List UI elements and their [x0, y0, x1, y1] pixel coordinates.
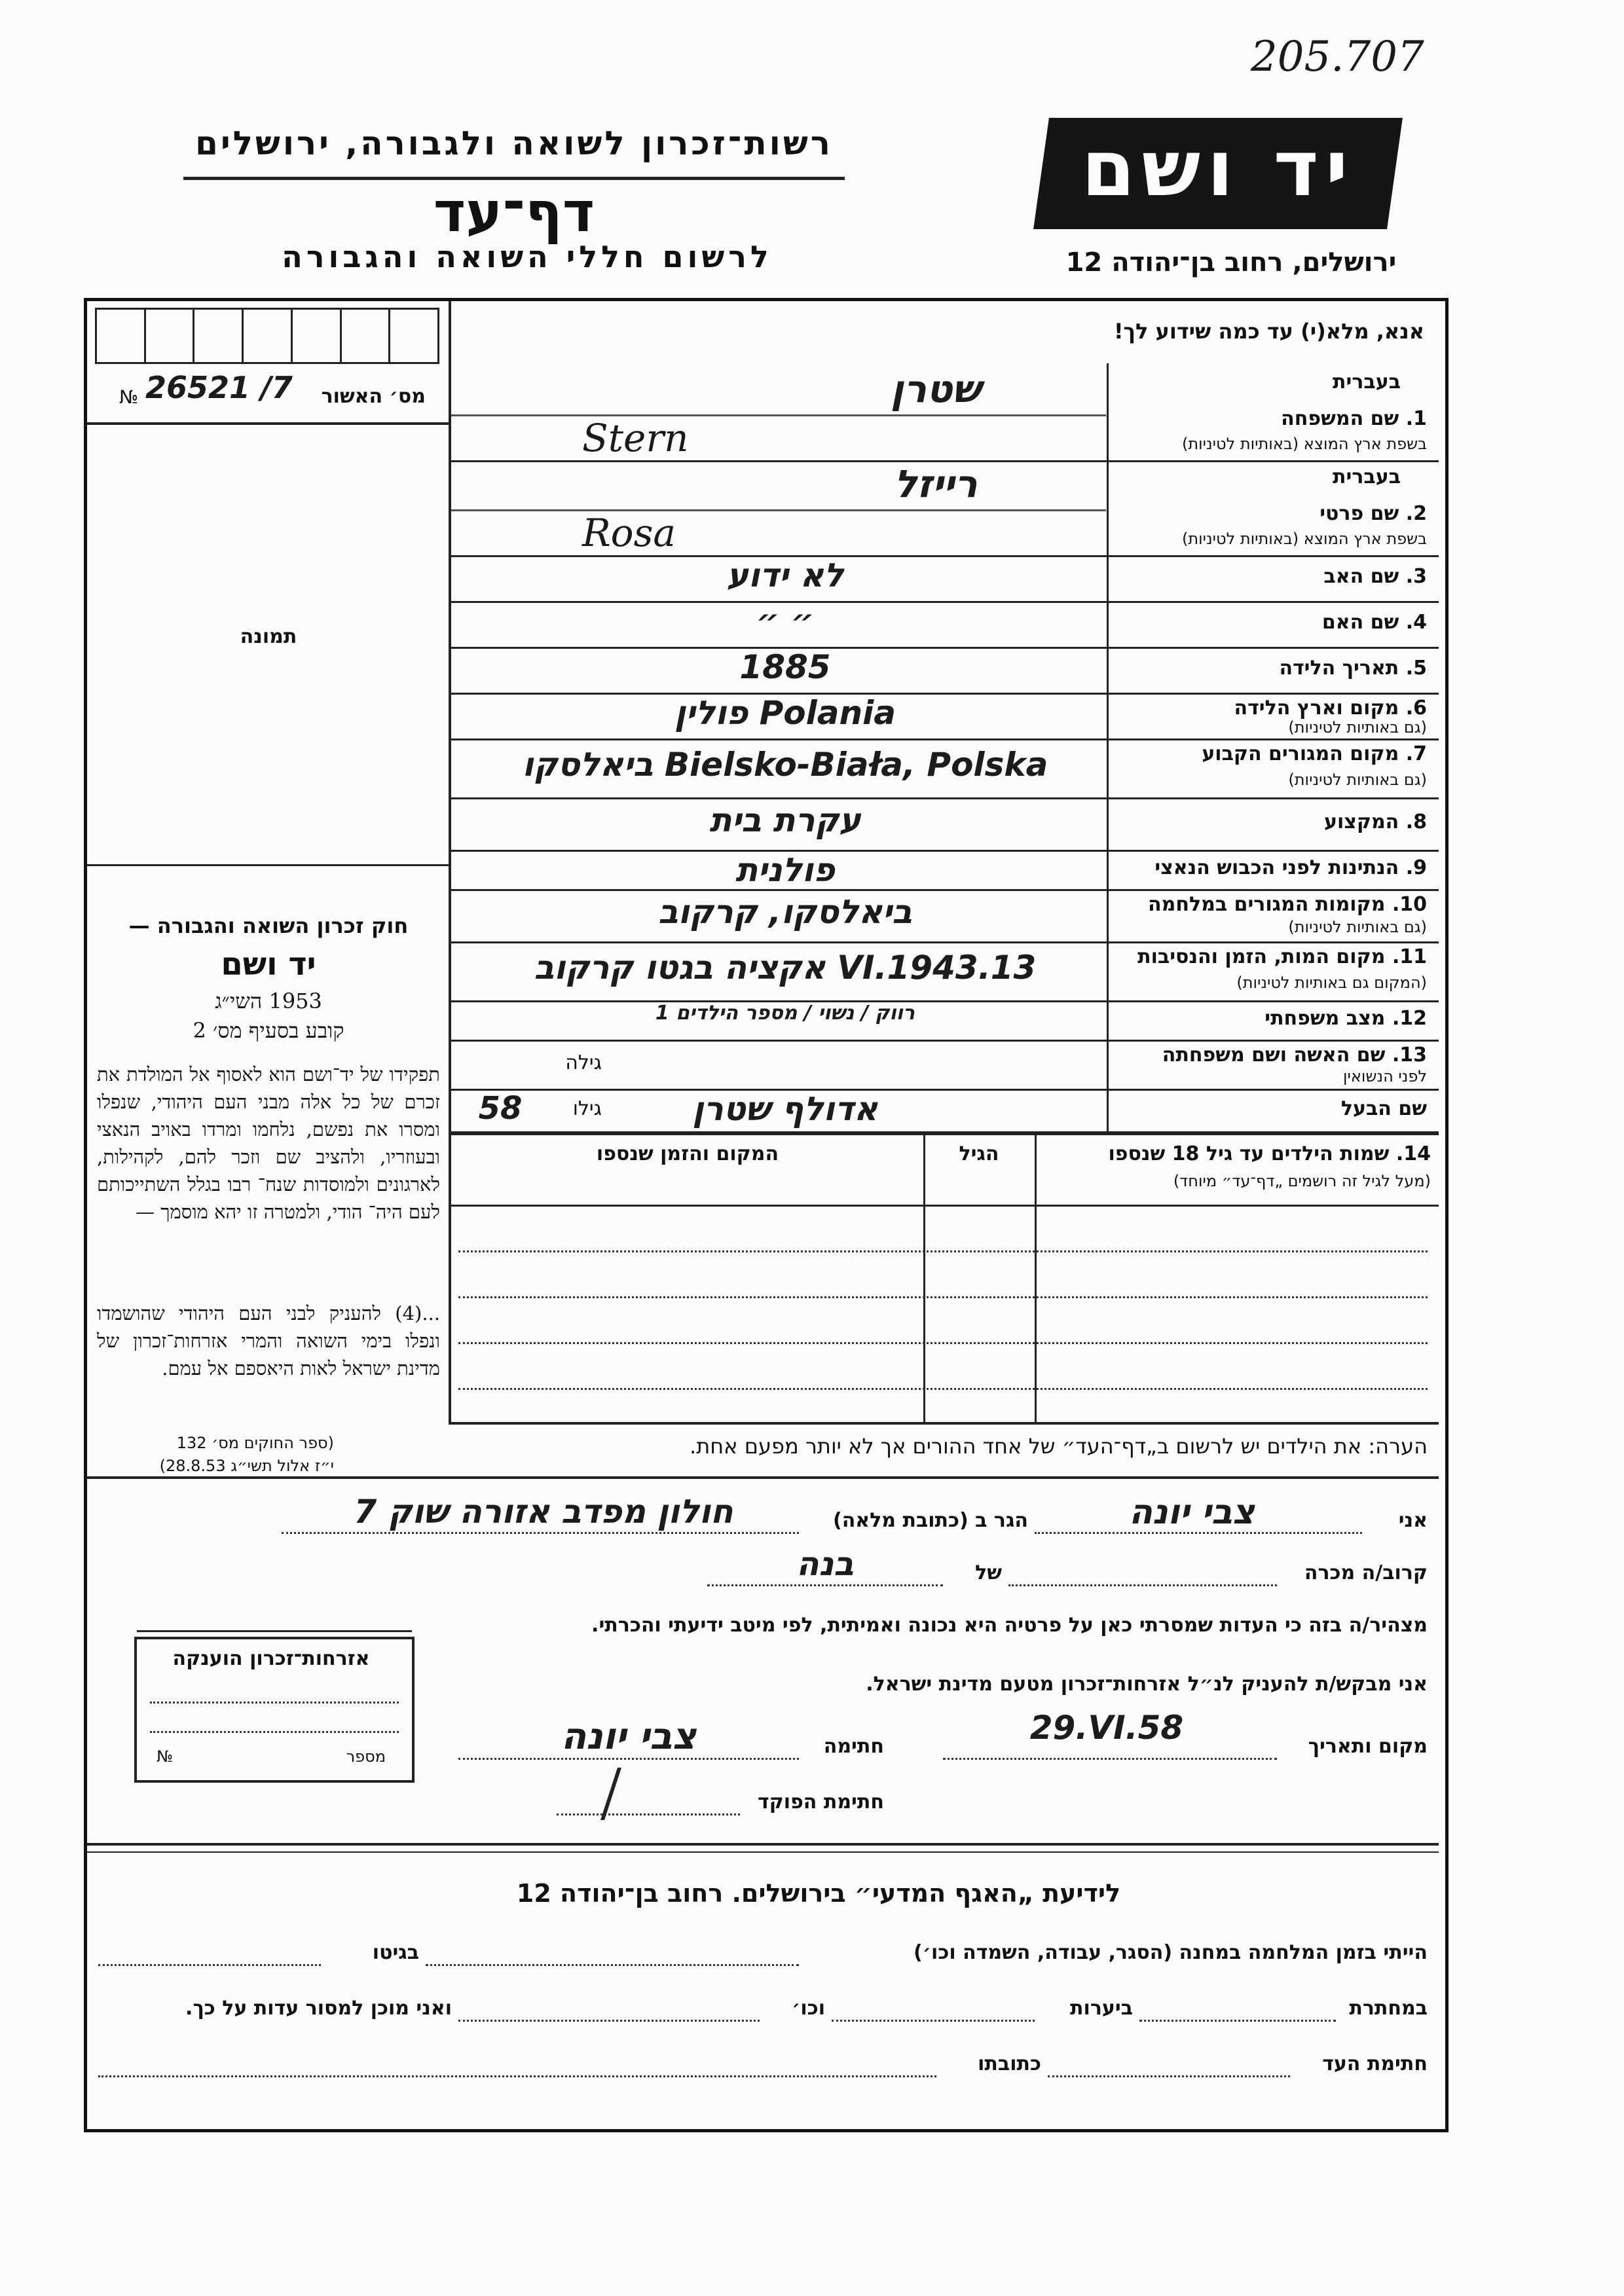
- law-title: חוק זכרון השואה והגבורה —: [128, 913, 409, 938]
- children-label: [1048, 1142, 1431, 1165]
- bottom-heading: לידיעת „האגף המדעי״ בירושלים. רחוב בן־יהודה 12: [516, 1879, 1121, 1908]
- archive-number: 205.707: [1251, 33, 1424, 81]
- field-row: [451, 1002, 1439, 1041]
- place-date-label: מקום ותאריך: [1308, 1735, 1428, 1758]
- header-address: ירושלים, רחוב בן־יהודה 12: [1065, 247, 1397, 278]
- bottom-witness-signature: חתימת העד: [1322, 2052, 1428, 2075]
- law-source-date: י״ז אלול תשי״ג 28.8.53): [159, 1457, 334, 1475]
- bottom-line1: הייתי בזמן המלחמה במחנה (הסגר, עבודה, השמדה וכו׳): [913, 1941, 1428, 1964]
- field-sub-latin: בשפת ארץ המוצא (באותיות לטיניות): [1182, 530, 1427, 548]
- field-value: 1885: [739, 648, 831, 686]
- children-col-place-time: המקום והזמן שנספו: [596, 1142, 779, 1165]
- declarant-resides-label: הגר ב (כתובת מלאה): [832, 1509, 1028, 1532]
- field-sub-hebrew: בעברית: [1333, 465, 1401, 488]
- bottom-forests: ביערות: [1070, 1997, 1133, 2020]
- children-col-age: הגיל: [959, 1142, 999, 1165]
- declarant-relation: בנה: [796, 1545, 854, 1583]
- citizenship-no-symbol: №: [157, 1747, 173, 1766]
- field-label: 3. שם האב: [1323, 565, 1427, 588]
- field-label: שם הבעל: [1340, 1097, 1427, 1120]
- field-label: 13. שם האשה ושם משפחתה: [1162, 1044, 1427, 1066]
- of-label: של: [975, 1561, 1002, 1584]
- field-row: [451, 648, 1439, 694]
- field-row: [451, 367, 1439, 462]
- field-age-label: גילו: [572, 1097, 602, 1120]
- field-label: 7. מקום המגורים הקבוע: [1202, 742, 1427, 765]
- field-row: [451, 851, 1439, 890]
- field-sub: (גם באותיות לטיניות): [1288, 918, 1427, 936]
- law-text-2: ...(4) להעניק לבני העם היהודי שהושמדו ונפלו בימי השואה והמרי אזרחות־זכרון של מדינת ישראל לאות היאספם אל עמם.: [97, 1302, 440, 1379]
- logo-text: יד ושם: [1081, 123, 1355, 213]
- signature-value: צבי יונה: [561, 1715, 697, 1758]
- field-label: 4. שם האם: [1321, 611, 1427, 634]
- field-value-latin: Rosa: [582, 510, 676, 555]
- photo-label: תמונה: [240, 625, 297, 648]
- law-name: יד ושם: [221, 946, 316, 983]
- bottom-underground: במחתרת: [1349, 1997, 1428, 2020]
- field-value: Bielsko-Biała, Polska ביאלסקו: [522, 746, 1048, 784]
- field-row: [451, 602, 1439, 648]
- field-row: [451, 799, 1439, 851]
- registration-no-symbol: №: [119, 386, 139, 408]
- field-row: [451, 462, 1439, 556]
- declarant-address: חולון מפדב אזורה שוק 7: [354, 1493, 733, 1531]
- field-row: [451, 694, 1439, 740]
- field-value-hebrew: רייזל: [894, 462, 978, 506]
- bottom-ghetto: בגיטו: [372, 1941, 419, 1964]
- law-text: תפקידו של יד־ושם הוא לאסוף אל המולדת את זכרם של כל אלה מבני העם היהודי, שנפלו ומסרו את נפשם, נלחמו ומרדו באויב הנאצי ובעוזריו, ולהציב שם וזכר להם, לקהילות, לארגונים ולמוסדות שנח־ רבו בגלל השתייכותם לעם היה־ הודי, ולמטרה זו יהא מוסמך —: [97, 1063, 440, 1223]
- intro-text: אנא, מלא(י) עד כמה שידוע לך!: [1113, 319, 1424, 344]
- field-label: 9. הנתינות לפני הכבוש הנאצי: [1154, 856, 1427, 879]
- field-label: 8. המקצוע: [1324, 811, 1427, 833]
- field-value: Polania פולין: [674, 694, 896, 732]
- authority-title: רשות־זכרון לשואה ולגבורה, ירושלים: [195, 124, 833, 162]
- declarant-name: צבי יונה: [1129, 1493, 1255, 1532]
- bottom-address: כתובתו: [978, 2052, 1041, 2075]
- field-row: [451, 1090, 1439, 1133]
- citizenship-box: [134, 1637, 415, 1783]
- declarant-ani: אני: [1398, 1509, 1428, 1532]
- field-row: [451, 556, 1439, 602]
- officer-label: חתימת הפוקד: [758, 1791, 884, 1813]
- registration-number: 26521 /7: [145, 370, 293, 405]
- field-sub-latin: בשפת ארץ המוצא (באותיות לטיניות): [1182, 435, 1427, 453]
- field-value: לא ידוע: [726, 556, 844, 594]
- field-sub: לפני הנשואין: [1342, 1066, 1427, 1085]
- field-label: 5. תאריך הלידה: [1279, 657, 1427, 680]
- field-sub: (גם באותיות לטיניות): [1288, 718, 1427, 737]
- citizenship-title: אזרחות־זכרון הוענקה: [172, 1647, 370, 1670]
- declaration-text: מצהיר/ה בזה כי העדות שמסרתי כאן על פרטיה היא נכונה ואמיתית, לפי מיטב ידיעתי והכרתי.: [591, 1614, 1428, 1637]
- children-note: הערה: את הילדים יש לרשום ב„דף־העד״ של אחד ההורים אך לא יותר מפעם אחת.: [690, 1434, 1428, 1459]
- field-value: עקרת בית: [709, 801, 861, 839]
- field-age-label: גילה: [565, 1051, 602, 1074]
- field-label: 2. שם פרטי: [1320, 502, 1427, 525]
- law-clause: קובע בסעיף מס׳ 2: [193, 1018, 344, 1043]
- field-label: 10. מקומות המגורים במלחמה: [1148, 893, 1427, 916]
- field-value: אדולף שטרן: [692, 1090, 878, 1128]
- field-row: [451, 943, 1439, 1002]
- field-value-hebrew: שטרן: [891, 367, 981, 411]
- place-date-value: 29.VI.58: [1029, 1709, 1184, 1747]
- field-value: 13.VI.1943 אקציה בגטו קרקוב: [534, 949, 1037, 987]
- field-label: 1. שם המשפחה: [1281, 407, 1427, 430]
- field-value: ״ ״: [756, 602, 815, 640]
- law-source: (ספר החוקים מס׳ 132: [176, 1434, 334, 1452]
- field-sub: (המקום גם באותיות לטיניות): [1236, 974, 1427, 992]
- field-value: ביאלסקו, קרקוב: [658, 893, 912, 931]
- field-row: [451, 740, 1439, 799]
- field-value: רווק / נשוי / מספר הילדים 1: [655, 1002, 915, 1025]
- law-year: 1953 השי״ג: [215, 989, 322, 1013]
- field-row: [451, 890, 1439, 943]
- citizenship-number-label: מספר: [346, 1747, 386, 1766]
- form-subtitle: לרשום חללי השואה והגבורה: [282, 239, 773, 274]
- registration-boxes: [95, 308, 439, 364]
- field-label: 6. מקום וארץ הלידה: [1234, 697, 1427, 720]
- children-sub: (מעל לגיל זה רושמים „דף־עד״ מיוחד): [1173, 1172, 1431, 1190]
- children-num: 14.: [1395, 1142, 1431, 1165]
- field-row: [451, 1041, 1439, 1090]
- signature-label: חתימה: [823, 1735, 884, 1758]
- field-value: פולנית: [735, 851, 835, 889]
- registration-label: מס׳ האשור: [321, 385, 426, 408]
- field-label: 12. מצב משפחתי: [1264, 1007, 1427, 1030]
- form-title: דף־עד: [433, 180, 595, 244]
- field-sub: (גם באותיות לטיניות): [1288, 771, 1427, 789]
- children-label-text: שמות הילדים עד גיל 18 שנספו: [1108, 1142, 1390, 1165]
- bottom-etc: וכו׳: [792, 1997, 825, 2020]
- field-value-latin: Stern: [582, 415, 689, 460]
- bottom-willing: ואני מוכן למסור עדות על כך.: [185, 1997, 452, 2020]
- relative-label: קרוב/ה מכרה: [1304, 1561, 1428, 1584]
- field-sub-hebrew: בעברית: [1333, 371, 1401, 393]
- field-age-value: 58: [478, 1090, 523, 1127]
- request-text: אני מבקש/ת להעניק לנ״ל אזרחות־זכרון מטעם מדינת ישראל.: [866, 1673, 1428, 1696]
- field-label: 11. מקום המות, הזמן והנסיבות: [1137, 945, 1427, 968]
